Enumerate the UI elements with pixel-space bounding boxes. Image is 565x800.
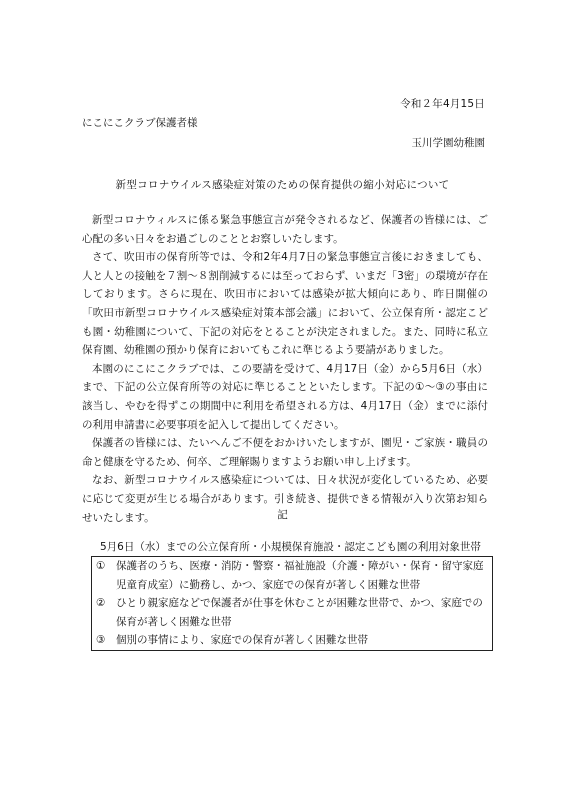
target-heading: 5月6日（水）までの公立保育所・小規模保育施設・認定こども園の利用対象世帯: [100, 541, 481, 553]
document-date: 令和２年4月15日: [400, 98, 485, 110]
recipient: にこにこクラブ保護者様: [82, 117, 198, 129]
paragraph-3: 本園のにこにこクラブでは、この要請を受けて、4月17日（金）から5月6日（水）まで、下記の公立保育所等の対応に準じることといたします。下記の①～③の事由に該当し、やむを得ずこの期間中に利用を希望される方は、4月17日（金）までに添付の利用申請書に必要事項を記入して提出してください。: [82, 362, 488, 431]
list-item: [92, 594, 492, 631]
list-item: [92, 631, 492, 650]
list-item: [92, 557, 492, 594]
item-number: ①: [96, 560, 106, 572]
paragraph-1: 新型コロナウィルスに係る緊急事態宣言が発令されるなど、保護者の皆様には、ご心配の多い日々をお過ごしのこととお察しいたします。: [82, 214, 488, 245]
paragraph-2: さて、吹田市の保育所等では、令和2年4月7日の緊急事態宣言後におきましても、人と人との接触を７割～８割削減するには至っておらず、いまだ「3密」の環境が存在しております。さらに現在、吹田市においては感染が拡大傾向にあり、昨日開催の「吹田市新型コロナウイルス感染症対策本部会議」において、公立保育所・認定こども園・幼稚園について、下記の対応をとることが決定されました。また、同時に私立保育園、幼稚園の預かり保育においてもこれに準じるよう要請がありました。: [82, 251, 488, 357]
document-title: 新型コロナウイルス感染症対策のための保育提供の縮小対応について: [115, 179, 450, 191]
item-number: ③: [96, 634, 106, 647]
target-household-list: [91, 556, 493, 651]
item-text: 保護者のうち、医療・消防・警察・福祉施設（介護・障がい・保育・留守家庭児童育成室）に勤務し、かつ、家庭での保育が著しく困難な世帯: [116, 560, 484, 591]
item-text: 個別の事情により、家庭での保育が著しく困難な世帯: [116, 634, 368, 647]
item-number: ②: [96, 597, 106, 610]
paragraph-4: 保護者の皆様には、たいへんご不便をおかけいたしますが、園児・ご家族・職員の命と健康を守るため、何卒、ご理解賜りますようお願い申し上げます。: [82, 437, 488, 468]
item-text: ひとり親家庭などで保護者が仕事を休むことが困難な世帯で、かつ、家庭での保育が著しく困難な世帯: [116, 597, 483, 628]
ki-heading: 記: [277, 509, 288, 521]
sender: 玉川学園幼稚園: [411, 137, 485, 149]
document-body: [82, 211, 488, 527]
paragraph-5: なお、新型コロナウイルス感染症については、日々状況が変化しているため、必要に応じて変更が生じる場合があります。引き続き、提供できる情報が入り次第お知らせいたします。: [82, 474, 488, 524]
